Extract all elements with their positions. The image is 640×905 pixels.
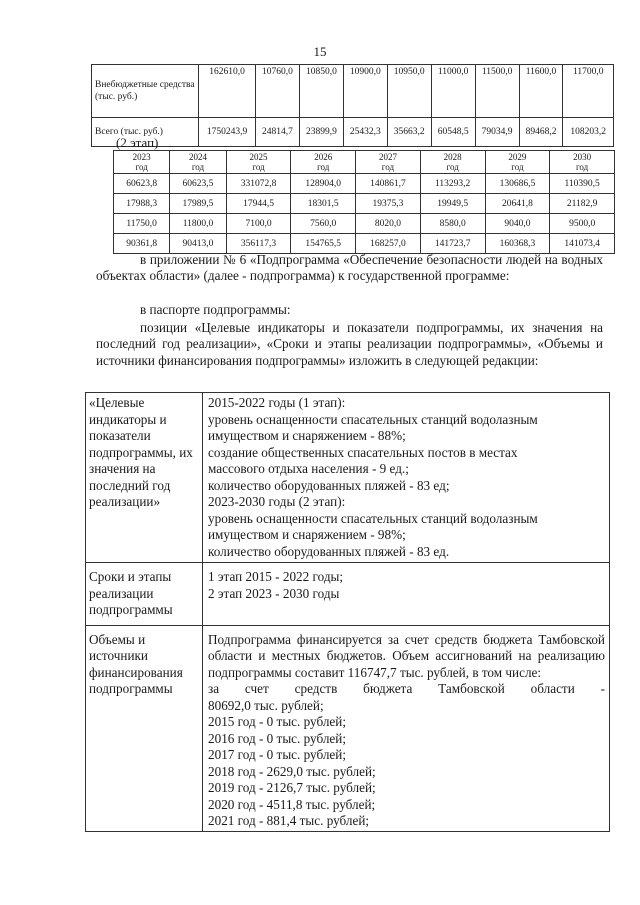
table-cell: 8020,0 bbox=[356, 214, 421, 234]
table-cell: 20641,8 bbox=[485, 194, 550, 214]
table-cell: 60623,5 bbox=[170, 174, 226, 194]
table-cell: 90413,0 bbox=[170, 234, 226, 254]
table-cell: 141073,4 bbox=[550, 234, 615, 254]
table-cell: 154765,5 bbox=[291, 234, 356, 254]
text-line: 2 этап 2023 - 2030 годы bbox=[208, 585, 340, 601]
table-cell: 113293,2 bbox=[420, 174, 485, 194]
passport-table bbox=[85, 392, 610, 832]
text-line: имуществом и снаряжением - 88%; bbox=[208, 428, 406, 443]
table-row bbox=[114, 214, 615, 234]
table-cell: 10850,0 bbox=[299, 65, 343, 118]
table-cell: 11700,0 bbox=[563, 65, 614, 118]
text-line: 1 этап 2015 - 2022 годы; bbox=[208, 569, 344, 584]
table-cell: 7100,0 bbox=[226, 214, 291, 234]
table-cell: 17944,5 bbox=[226, 194, 291, 214]
table-cell: 110390,5 bbox=[550, 174, 615, 194]
row-label: Всего (тыс. руб.) bbox=[92, 118, 199, 147]
text-line: 2023-2030 годы (2 этап): bbox=[208, 494, 346, 509]
table-cell: 8580,0 bbox=[420, 214, 485, 234]
budget-table-continuation bbox=[91, 64, 614, 147]
table-cell: 11800,0 bbox=[170, 214, 226, 234]
table-row-terms bbox=[86, 563, 610, 626]
terms-content bbox=[203, 563, 610, 626]
text-line: уровень оснащенности спасательных станций водолазным bbox=[208, 510, 538, 526]
table-cell: 128904,0 bbox=[291, 174, 356, 194]
paragraph-appendix-6: в приложении № 6 «Подпрограмма «Обеспечение безопасности людей на водных объектах области» (далее - подпрограмма) к государственной программе: bbox=[96, 252, 603, 284]
text-line: 2015 год - 0 тыс. рублей; bbox=[208, 714, 346, 729]
text-line: имуществом и снаряжением - 98%; bbox=[208, 527, 406, 542]
table-row-targets bbox=[86, 393, 610, 563]
year-header: 2027 год bbox=[356, 151, 421, 174]
row-label: «Целевые индикаторы и показатели подпрограммы, их значения на последний год реализации» bbox=[86, 393, 203, 563]
text-line: уровень оснащенности спасательных станций водолазным bbox=[208, 411, 538, 427]
table-cell: 141723,7 bbox=[420, 234, 485, 254]
table-cell: 19949,5 bbox=[420, 194, 485, 214]
table-cell: 11600,0 bbox=[519, 65, 563, 118]
table-cell: 18301,5 bbox=[291, 194, 356, 214]
table-cell: 168257,0 bbox=[356, 234, 421, 254]
table-cell: 108203,2 bbox=[563, 118, 614, 147]
text-line: 2018 год - 2629,0 тыс. рублей; bbox=[208, 763, 376, 779]
table-header-row bbox=[114, 151, 615, 174]
text-line: 2016 год - 0 тыс. рублей; bbox=[208, 730, 346, 746]
table-cell: 79034,9 bbox=[475, 118, 519, 147]
stage2-table bbox=[113, 150, 615, 254]
text-line: создание общественных спасательных постов в местах bbox=[208, 444, 518, 460]
table-cell: 17988,3 bbox=[114, 194, 170, 214]
table-row bbox=[114, 174, 615, 194]
funding-regional-line: за счет средств бюджета Тамбовской области - bbox=[208, 681, 605, 696]
table-cell: 130686,5 bbox=[485, 174, 550, 194]
text-line: массового отдыха населения - 9 ед.; bbox=[208, 461, 409, 476]
paragraph-passport: в паспорте подпрограммы: bbox=[140, 302, 291, 317]
row-label: Объемы и источники финансирования подпрограммы bbox=[86, 625, 203, 831]
year-header: 2026 год bbox=[291, 151, 356, 174]
table-cell: 11500,0 bbox=[475, 65, 519, 118]
year-header: 2024 год bbox=[170, 151, 226, 174]
table-cell: 140861,7 bbox=[356, 174, 421, 194]
table-cell: 160368,3 bbox=[485, 234, 550, 254]
table-cell: 17989,5 bbox=[170, 194, 226, 214]
text-line: 2017 год - 0 тыс. рублей; bbox=[208, 747, 346, 762]
table-cell: 19375,3 bbox=[356, 194, 421, 214]
table-cell: 60548,5 bbox=[431, 118, 475, 147]
targets-content bbox=[203, 393, 610, 563]
year-header: 2030 год bbox=[550, 151, 615, 174]
table-cell: 9500,0 bbox=[550, 214, 615, 234]
table-row bbox=[92, 118, 614, 147]
text-line: 80692,0 тыс. рублей; bbox=[208, 697, 324, 713]
page-number: 15 bbox=[313, 44, 327, 59]
funding-intro: Подпрограмма финансируется за счет средств бюджета Тамбовской области и местных бюджетов. Объем ассигнований на реализацию подпрограммы составит 116747,7 тыс. рублей, в том числе: bbox=[208, 631, 605, 680]
table-cell: 25432,3 bbox=[343, 118, 387, 147]
table-cell: 10950,0 bbox=[387, 65, 431, 118]
year-header: 2023 год bbox=[114, 151, 170, 174]
year-header: 2029 год bbox=[485, 151, 550, 174]
table-row bbox=[92, 65, 614, 118]
table-cell: 89468,2 bbox=[519, 118, 563, 147]
table-row bbox=[114, 234, 615, 254]
table-cell: 331072,8 bbox=[226, 174, 291, 194]
table-row bbox=[114, 194, 615, 214]
table-row-funding bbox=[86, 625, 610, 831]
table-cell: 21182,9 bbox=[550, 194, 615, 214]
table-cell: 23899,9 bbox=[299, 118, 343, 147]
table-cell: 10760,0 bbox=[256, 65, 300, 118]
table-cell: 356117,3 bbox=[226, 234, 291, 254]
stage-label: (2 этап) bbox=[116, 135, 159, 150]
year-header: 2028 год bbox=[420, 151, 485, 174]
funding-content bbox=[203, 625, 610, 831]
table-cell: 60623,8 bbox=[114, 174, 170, 194]
text-line: 2021 год - 881,4 тыс. рублей; bbox=[208, 813, 370, 828]
row-label: Внебюджетные средства (тыс. руб.) bbox=[92, 65, 199, 118]
table-cell: 1750243,9 bbox=[199, 118, 256, 147]
text-line: 2020 год - 4511,8 тыс. рублей; bbox=[208, 796, 376, 812]
row-label: Сроки и этапы реализации подпрограммы bbox=[86, 563, 203, 626]
table-cell: 10900,0 bbox=[343, 65, 387, 118]
table-cell: 9040,0 bbox=[485, 214, 550, 234]
table-cell: 11750,0 bbox=[114, 214, 170, 234]
table-cell: 90361,8 bbox=[114, 234, 170, 254]
year-header: 2025 год bbox=[226, 151, 291, 174]
text-line: 2015-2022 годы (1 этап): bbox=[208, 395, 346, 410]
text-line: количество оборудованных пляжей - 83 ед. bbox=[208, 543, 450, 559]
table-cell: 35663,2 bbox=[387, 118, 431, 147]
table-cell: 11000,0 bbox=[431, 65, 475, 118]
table-cell: 7560,0 bbox=[291, 214, 356, 234]
paragraph-positions: позиции «Целевые индикаторы и показатели подпрограммы, их значения на последний год реализации», «Сроки и этапы реализации подпрограммы», «Объемы и источники финансирования подпрограммы» изложить в следующей редакции: bbox=[96, 320, 603, 368]
table-cell: 24814,7 bbox=[256, 118, 300, 147]
table-cell: 162610,0 bbox=[199, 65, 256, 118]
text-line: 2019 год - 2126,7 тыс. рублей; bbox=[208, 780, 376, 795]
text-line: количество оборудованных пляжей - 83 ед; bbox=[208, 477, 450, 493]
